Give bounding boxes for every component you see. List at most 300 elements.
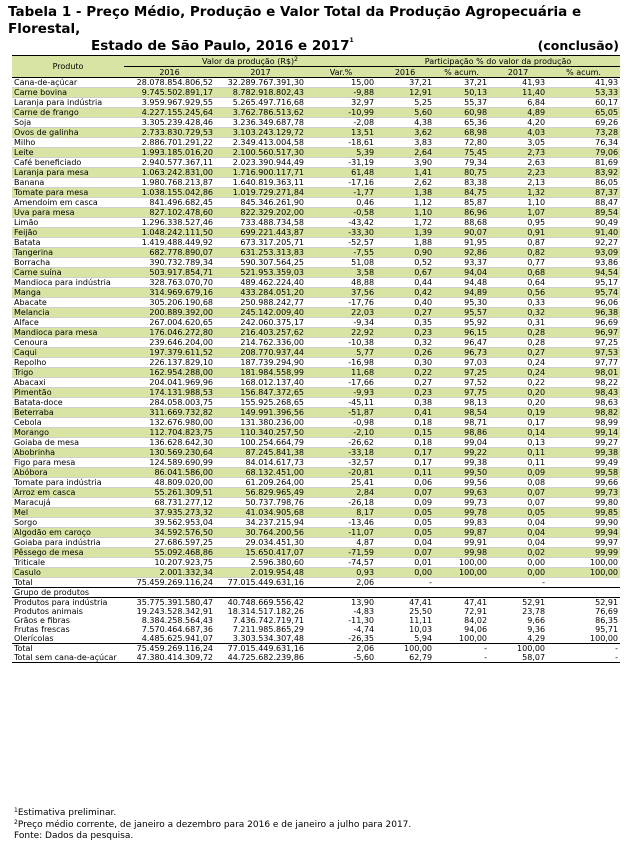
cell-acum-2017: 88,47 <box>547 198 620 208</box>
cell-acum-2016: 37,21 <box>434 78 489 88</box>
cell-produto: Triticale <box>12 558 124 568</box>
cell-valor-2017: 40.748.669.556,42 <box>227 598 304 607</box>
production-table <box>12 55 620 663</box>
cell-produto: Total sem cana-de-açúcar <box>12 653 124 663</box>
cell-acum-2016: 84,02 <box>464 616 488 625</box>
table-row <box>12 438 620 448</box>
cell-var: -71,59 <box>306 548 376 558</box>
cell-produto: Uva para mesa <box>12 208 124 218</box>
cell-var: -17,76 <box>306 298 376 308</box>
cell-var: -45,11 <box>306 398 376 408</box>
cell-acum-2016: 90,07 <box>434 228 489 238</box>
table-row <box>12 478 620 488</box>
cell-valor-2017: 699.221.443,87 <box>215 228 306 238</box>
cell-produto: Milho <box>12 138 124 148</box>
cell-acum-2017: 98,82 <box>547 408 620 418</box>
cell-valor-2016: 37.935.273,32 <box>124 508 215 518</box>
cell-acum-2016: 97,52 <box>434 378 489 388</box>
cell-acum-2017: 99,90 <box>547 518 620 528</box>
header-produto: Produto <box>12 56 124 78</box>
cell-part-2016: 0,44 <box>376 278 434 288</box>
cell-part-2016: 11,11 <box>409 616 433 625</box>
cell-produto: Borracha <box>12 258 124 268</box>
cell-acum-2017: 69,26 <box>547 118 620 128</box>
cell-valor-2017: 2.349.413.004,58 <box>215 138 306 148</box>
cell-part-2017: 4,29 <box>527 634 546 643</box>
cell-var: 2,06 <box>306 644 376 654</box>
cell-part-2016: 1,38 <box>376 188 434 198</box>
cell-valor-2016: 841.496.682,45 <box>124 198 215 208</box>
cell-var: -2,10 <box>306 428 376 438</box>
cell-var: -9,93 <box>306 388 376 398</box>
cell-produto: Cebola <box>12 418 124 428</box>
cell-part-2017: 0,19 <box>489 408 547 418</box>
cell-produto: Tomate para mesa <box>12 188 124 198</box>
cell-produto: Abóbora <box>12 468 124 478</box>
cell-part-2016: 0,17 <box>376 448 434 458</box>
group-row <box>12 616 620 625</box>
cell-part-2016: 0,23 <box>376 328 434 338</box>
table-row <box>12 408 620 418</box>
cell-acum-2017: 99,99 <box>547 548 620 558</box>
cell-part-2016: 0,35 <box>376 318 434 328</box>
table-row <box>12 468 620 478</box>
cell-part-2016: 3,62 <box>376 128 434 138</box>
cell-part-2016: 5,94 <box>414 634 433 643</box>
cell-part-2017: 0,28 <box>489 328 547 338</box>
table-row <box>12 138 620 148</box>
cell-acum-2016: 75,45 <box>434 148 489 158</box>
cell-part-2017: 0,28 <box>489 338 547 348</box>
cell-valor-2017: 3.303.534.307,48 <box>232 634 304 643</box>
cell-part-2017: 1,07 <box>489 208 547 218</box>
cell-valor-2016: 4.485.625.941,07 <box>141 634 213 643</box>
cell-var: -26,62 <box>306 438 376 448</box>
table-header <box>12 56 620 78</box>
cell-acum-2016: 72,91 <box>464 607 488 616</box>
cell-produto: Carne suína <box>12 268 124 278</box>
header-valor-producao <box>124 56 376 67</box>
cell-produto: Trigo <box>12 368 124 378</box>
cell-part-2016: - <box>376 578 434 588</box>
table-row <box>12 548 620 558</box>
cell-part-2017: 2,13 <box>489 178 547 188</box>
cell-part-2016: 0,04 <box>376 538 434 548</box>
cell-part-2016: 0,18 <box>376 418 434 428</box>
cell-acum-2016: 99,73 <box>434 498 489 508</box>
cell-valor-2017: 845.346.261,90 <box>215 198 306 208</box>
cell-produto: Pimentão <box>12 388 124 398</box>
cell-valor-2017: 822.329.202,00 <box>215 208 306 218</box>
cell-var: -26,18 <box>306 498 376 508</box>
table-row <box>12 298 620 308</box>
cell-produto: Mandioca para mesa <box>12 328 124 338</box>
group-row <box>12 607 620 616</box>
cell-var: 32,97 <box>306 98 376 108</box>
cell-produto: Feijão <box>12 228 124 238</box>
cell-part-2016: 1,41 <box>376 168 434 178</box>
cell-acum-2017: 87,37 <box>547 188 620 198</box>
cell-part-2016: 0,22 <box>376 368 434 378</box>
cell-part-2017: 0,27 <box>489 348 547 358</box>
cell-acum-2016: 100,00 <box>459 634 488 643</box>
cell-acum-2016: 99,38 <box>434 458 489 468</box>
cell-acum-2017: 99,38 <box>547 448 620 458</box>
cell-var: -0,58 <box>306 208 376 218</box>
group-header-label: Grupo de produtos <box>12 588 620 598</box>
table-row <box>12 308 620 318</box>
cell-part-2016: 5,25 <box>376 98 434 108</box>
cell-acum-2016: 98,13 <box>434 398 489 408</box>
cell-valor-2016: 284.058.003,75 <box>124 398 215 408</box>
cell-part-2016: 3,83 <box>376 138 434 148</box>
table-row <box>12 208 620 218</box>
table-row <box>12 368 620 378</box>
cell-acum-2016: 98,86 <box>434 428 489 438</box>
cell-acum-2017: 99,58 <box>547 468 620 478</box>
cell-valor-2017: 131.380.236,00 <box>215 418 306 428</box>
cell-part-2017: 11,40 <box>489 88 547 98</box>
cell-acum-2016: 93,37 <box>434 258 489 268</box>
cell-part-2016: 0,27 <box>376 378 434 388</box>
cell-part-2016: 0,05 <box>376 528 434 538</box>
cell-var: 8,17 <box>306 508 376 518</box>
cell-acum-2017: 79,06 <box>547 148 620 158</box>
cell-part-2016: 0,11 <box>376 468 434 478</box>
cell-acum-2017: 98,22 <box>547 378 620 388</box>
cell-acum-2016: 99,83 <box>434 518 489 528</box>
cell-part-2017: 0,02 <box>489 548 547 558</box>
cell-acum-2017: 95,17 <box>547 278 620 288</box>
cell-valor-2016: 1.038.155.042,86 <box>124 188 215 198</box>
group-total-row <box>12 644 620 654</box>
cell-valor-2017: 590.307.564,25 <box>215 258 306 268</box>
cell-acum-2016: 99,78 <box>434 508 489 518</box>
cell-valor-2016: 328.763.070,70 <box>124 278 215 288</box>
cell-part-2017: 2,63 <box>489 158 547 168</box>
cell-acum-2017: - <box>547 653 620 663</box>
cell-acum-2017: 97,53 <box>547 348 620 358</box>
cell-valor-2017: 7.211.985.865,29 <box>232 625 304 634</box>
cell-acum-2017: 73,28 <box>547 128 620 138</box>
cell-var: -13,46 <box>306 518 376 528</box>
table-row <box>12 178 620 188</box>
cell-part-2016: 0,01 <box>376 558 434 568</box>
table-row <box>12 338 620 348</box>
cell-produto: Total <box>12 644 124 654</box>
cell-var: -74,57 <box>306 558 376 568</box>
cell-part-2017: 0,91 <box>489 228 547 238</box>
cell-part-2016: 47,41 <box>409 598 433 607</box>
cell-acum-2016: 86,96 <box>434 208 489 218</box>
cell-part-2016: 0,09 <box>376 498 434 508</box>
cell-part-2016: 0,05 <box>376 518 434 528</box>
cell-valor-2016: 1.048.242.111,50 <box>124 228 215 238</box>
cell-part-2017: 0,00 <box>489 558 547 568</box>
cell-acum-2016: 99,04 <box>434 438 489 448</box>
cell-produto: Arroz em casca <box>12 488 124 498</box>
cell-produto: Tomate para indústria <box>12 478 124 488</box>
cell-part-2016: 1,72 <box>376 218 434 228</box>
cell-valor-2017: 216.403.257,62 <box>215 328 306 338</box>
total-section <box>12 578 620 588</box>
cell-part-2016: 0,27 <box>376 308 434 318</box>
cell-acum-2016: 99,22 <box>434 448 489 458</box>
cell-part-2016: 0,42 <box>376 288 434 298</box>
cell-produto: Goiaba para indústria <box>12 538 124 548</box>
cell-part-2017: 0,07 <box>489 488 547 498</box>
cell-part-2016: 1,88 <box>376 238 434 248</box>
title-line-2-text: Estado de São Paulo, 2016 e 2017 <box>91 38 350 54</box>
cell-acum-2016: 99,91 <box>434 538 489 548</box>
cell-produto: Alface <box>12 318 124 328</box>
footnote-1-mark: 1 <box>14 807 18 814</box>
cell-produto: Olerícolas <box>14 634 54 643</box>
cell-valor-2017: 3.103.243.129,72 <box>215 128 306 138</box>
cell-acum-2017: 53,33 <box>547 88 620 98</box>
cell-acum-2016: 100,00 <box>434 568 489 578</box>
cell-produto: Café beneficiado <box>12 158 124 168</box>
cell-part-2017: 0,08 <box>489 478 547 488</box>
cell-acum-2017: 97,77 <box>547 358 620 368</box>
cell-acum-2016: 97,25 <box>434 368 489 378</box>
title-line-1: Tabela 1 - Preço Médio, Produção e Valor Total da Produção Agropecuária e Florestal, <box>8 4 582 37</box>
footnotes <box>14 808 411 843</box>
cell-var: -33,30 <box>306 228 376 238</box>
cell-valor-2016: 55.092.468,86 <box>124 548 215 558</box>
cell-part-2016: 0,07 <box>376 488 434 498</box>
cell-acum-2017: 86,35 <box>595 616 619 625</box>
cell-acum-2017: 98,99 <box>547 418 620 428</box>
table-row <box>12 248 620 258</box>
cell-part-2016: 0,18 <box>376 438 434 448</box>
cell-valor-2016: 1.296.338.527,46 <box>124 218 215 228</box>
table-row <box>12 388 620 398</box>
cell-valor-2016: 136.628.642,30 <box>124 438 215 448</box>
cell-acum-2017: 98,01 <box>547 368 620 378</box>
cell-produto: Repolho <box>12 358 124 368</box>
cell-valor-2017: 7.436.742.719,71 <box>232 616 304 625</box>
cell-valor-2017: 5.265.497.716,68 <box>215 98 306 108</box>
cell-valor-2017: 68.132.451,00 <box>215 468 306 478</box>
cell-acum-2017: 95,71 <box>595 625 619 634</box>
cell-acum-2017: 95,74 <box>547 288 620 298</box>
cell-acum-2017: 100,00 <box>547 568 620 578</box>
table-row <box>12 508 620 518</box>
total-row <box>12 578 620 588</box>
cell-produto: Amendoim em casca <box>12 198 124 208</box>
table-row <box>12 288 620 298</box>
cell-acum-2017: 99,27 <box>547 438 620 448</box>
cell-produto: Grãos e fibras <box>14 616 70 625</box>
cell-acum-2016: 47,41 <box>464 598 488 607</box>
cell-var: -17,66 <box>306 378 376 388</box>
cell-var: -7,55 <box>306 248 376 258</box>
cell-valor-2017: 15.650.417,07 <box>215 548 306 558</box>
table-row <box>12 398 620 408</box>
cell-produto: Abacate <box>12 298 124 308</box>
cell-acum-2016: 95,30 <box>434 298 489 308</box>
cell-acum-2016: 91,95 <box>434 238 489 248</box>
product-rows <box>12 78 620 578</box>
cell-valor-2016: 1.980.768.213,87 <box>124 178 215 188</box>
cell-part-2017: 0,31 <box>489 318 547 328</box>
cell-part-2016: 0,05 <box>376 508 434 518</box>
cell-acum-2017: 90,49 <box>547 218 620 228</box>
header-part-2017: 2017 <box>489 67 547 78</box>
cell-var: 4,87 <box>306 538 376 548</box>
cell-var: -4,74 <box>353 625 375 634</box>
cell-valor-2016: 174.131.988,53 <box>124 388 215 398</box>
cell-produto: Morango <box>12 428 124 438</box>
table-row <box>12 108 620 118</box>
cell-part-2016: 0,30 <box>376 358 434 368</box>
cell-valor-2016: 176.046.272,80 <box>124 328 215 338</box>
cell-produto: Caqui <box>12 348 124 358</box>
cell-produto: Mel <box>12 508 124 518</box>
cell-var: 25,41 <box>306 478 376 488</box>
cell-valor-2016: 9.745.502.891,17 <box>124 88 215 98</box>
cell-valor-2016: 47.380.414.309,72 <box>124 653 215 663</box>
cell-part-2017: 0,00 <box>489 568 547 578</box>
cell-valor-2017: 87.245.841,38 <box>215 448 306 458</box>
cell-part-2016: 0,40 <box>376 298 434 308</box>
title-footnote-mark: 1 <box>349 37 354 44</box>
cell-part-2016: 0,15 <box>376 428 434 438</box>
cell-valor-2017: 245.142.009,40 <box>215 308 306 318</box>
cell-valor-2016: 27.686.597,25 <box>124 538 215 548</box>
cell-valor-2016: 112.704.823,75 <box>124 428 215 438</box>
cell-produto: Casulo <box>12 568 124 578</box>
cell-valor-2017: 3.762.786.513,62 <box>215 108 306 118</box>
cell-acum-2017: 65,05 <box>547 108 620 118</box>
cell-part-2017: 4,03 <box>489 128 547 138</box>
cell-valor-2016: 305.206.190,68 <box>124 298 215 308</box>
cell-var: -32,57 <box>306 458 376 468</box>
cell-acum-2016: 94,89 <box>434 288 489 298</box>
cell-acum-2017: 99,49 <box>547 458 620 468</box>
table-row <box>12 238 620 248</box>
cell-acum-2016: 97,03 <box>434 358 489 368</box>
cell-valor-2016: 239.646.204,00 <box>124 338 215 348</box>
cell-acum-2016: 98,54 <box>434 408 489 418</box>
cell-valor-2017: 100.254.664,79 <box>215 438 306 448</box>
cell-valor-2017: 208.770.937,44 <box>215 348 306 358</box>
cell-var: -33,18 <box>306 448 376 458</box>
cell-part-2016: 0,32 <box>376 338 434 348</box>
cell-part-2016: 4,38 <box>376 118 434 128</box>
table-row <box>12 268 620 278</box>
header-part-2016: 2016 <box>376 67 434 78</box>
cell-produto: Tangerina <box>12 248 124 258</box>
cell-part-2017: 0,32 <box>489 308 547 318</box>
cell-acum-2016: 99,63 <box>434 488 489 498</box>
cell-part-2016: 3,90 <box>376 158 434 168</box>
cell-valor-2016: 4.227.155.245,64 <box>124 108 215 118</box>
cell-acum-2016: 94,06 <box>464 625 488 634</box>
cell-acum-2017: 100,00 <box>547 558 620 568</box>
cell-part-2016: 100,00 <box>376 644 434 654</box>
conclusion-label: (conclusão) <box>537 38 619 53</box>
cell-produto: Total <box>12 578 124 588</box>
cell-var: 22,92 <box>306 328 376 338</box>
table-row <box>12 528 620 538</box>
cell-var: 15,00 <box>306 78 376 88</box>
cell-produto: Leite <box>12 148 124 158</box>
cell-acum-2016: 85,87 <box>434 198 489 208</box>
cell-var: -0,98 <box>306 418 376 428</box>
table-row <box>12 148 620 158</box>
cell-acum-2017: 98,63 <box>547 398 620 408</box>
cell-var: 5,39 <box>306 148 376 158</box>
cell-valor-2016: 200.889.392,00 <box>124 308 215 318</box>
cell-produto: Abacaxi <box>12 378 124 388</box>
cell-produto: Carne bovina <box>12 88 124 98</box>
cell-acum-2016: 99,98 <box>434 548 489 558</box>
cell-valor-2016: 267.004.620,65 <box>124 318 215 328</box>
cell-acum-2017: 83,92 <box>547 168 620 178</box>
cell-valor-2017: 1.640.819.363,11 <box>215 178 306 188</box>
cell-part-2017: 9,66 <box>527 616 546 625</box>
header-valor-footnote-mark: 2 <box>294 55 298 63</box>
cell-valor-2017: 242.060.375,17 <box>215 318 306 328</box>
cell-acum-2016: 97,75 <box>434 388 489 398</box>
cell-valor-2016: 75.459.269.116,24 <box>124 578 215 588</box>
cell-acum-2017: 96,38 <box>547 308 620 318</box>
cell-valor-2016: 682.778.890,07 <box>124 248 215 258</box>
cell-valor-2016: 2.886.701.291,22 <box>124 138 215 148</box>
total-without-sugarcane-row <box>12 653 620 663</box>
cell-valor-2016: 226.137.829,10 <box>124 358 215 368</box>
cell-acum-2017: 96,69 <box>547 318 620 328</box>
group-row <box>12 625 620 634</box>
cell-part-2016: 0,90 <box>376 248 434 258</box>
cell-valor-2017: 77.015.449.631,16 <box>215 644 306 654</box>
cell-valor-2017: 61.209.264,00 <box>215 478 306 488</box>
group-row <box>12 598 620 608</box>
cell-produto: Batata <box>12 238 124 248</box>
cell-var: -11,30 <box>348 616 375 625</box>
cell-var: -52,57 <box>306 238 376 248</box>
cell-valor-2017: 41.034.905,68 <box>215 508 306 518</box>
cell-var: -4,83 <box>353 607 375 616</box>
cell-valor-2016: 3.305.239.428,46 <box>124 118 215 128</box>
cell-acum-2016: 96,15 <box>434 328 489 338</box>
cell-part-2016: 1,12 <box>376 198 434 208</box>
cell-part-2017: 0,04 <box>489 528 547 538</box>
cell-acum-2017: 94,54 <box>547 268 620 278</box>
cell-valor-2016: 311.669.732,82 <box>124 408 215 418</box>
cell-valor-2016: 86.041.586,00 <box>124 468 215 478</box>
cell-valor-2017: 56.829.965,49 <box>215 488 306 498</box>
cell-part-2017: 2,23 <box>489 168 547 178</box>
cell-part-2017: 3,05 <box>489 138 547 148</box>
cell-valor-2017: 2.100.560.517,30 <box>215 148 306 158</box>
header-2016: 2016 <box>124 67 215 78</box>
cell-part-2017: 0,09 <box>489 468 547 478</box>
cell-valor-2016: 130.569.230,64 <box>124 448 215 458</box>
cell-part-2017: 0,11 <box>489 448 547 458</box>
cell-var: 37,56 <box>306 288 376 298</box>
table-row <box>12 328 620 338</box>
cell-part-2017: 0,24 <box>489 358 547 368</box>
cell-var: -11,07 <box>306 528 376 538</box>
cell-acum-2017: 89,54 <box>547 208 620 218</box>
footnote-2 <box>14 820 411 832</box>
cell-var: -18,61 <box>306 138 376 148</box>
cell-var: -10,99 <box>306 108 376 118</box>
cell-valor-2016: 35.775.391.580,47 <box>136 598 213 607</box>
